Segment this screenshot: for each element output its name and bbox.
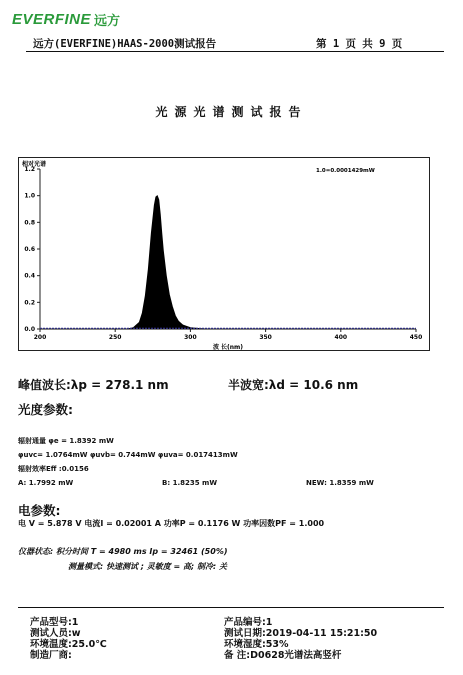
y-tick-label: 0.4 (24, 272, 35, 280)
footer-divider (18, 607, 444, 608)
y-tick-label: 0.8 (24, 219, 35, 227)
y-tick-label: 0.2 (24, 299, 35, 307)
report-title: 光源光谱测试报告 (155, 105, 308, 119)
spectrum-series (40, 196, 416, 329)
spectrum-chart (18, 157, 430, 351)
product-model: 产品型号:1 (30, 617, 79, 628)
photometric-heading: 光度参数: (18, 402, 73, 417)
ambient-humidity: 环境湿度:53% (224, 639, 289, 650)
remark: 备 注:D0628光谱法高竖杆 (224, 650, 342, 661)
x-tick-label: 200 (33, 334, 47, 341)
instrument-status: 仪器状态: 积分时间 T = 4980 ms Ip = 32461 (50%) (18, 547, 228, 556)
radiant-efficiency: 辐射效率Eff :0.0156 (18, 465, 89, 473)
y-axis-label: 相对光谱 (22, 161, 47, 168)
x-axis-label: 波 长(nm) (212, 344, 244, 351)
uv-components: φuvc= 1.0764mW φuvb= 0.744mW φuva= 0.017413mW (18, 451, 238, 459)
everfine-logo (12, 10, 120, 28)
x-tick-label: 450 (409, 334, 423, 341)
a-value: A: 1.7992 mW (18, 479, 74, 487)
logo-cn: 远方 (94, 13, 121, 29)
y-tick-label: 1.2 (24, 166, 35, 173)
x-tick-label: 300 (184, 334, 197, 341)
radiant-flux: 辐射通量 φe = 1.8392 mW (18, 437, 114, 445)
measurement-mode: 测量模式: 快速测试 ; 灵敏度 = 高; 制冷: 关 (68, 562, 227, 571)
manufacturer: 制造厂商: (30, 650, 72, 661)
chart-annotation: 1.0=0.0001429mW (316, 168, 375, 174)
tester: 测试人员:w (30, 628, 81, 639)
peak-wavelength: 峰值波长:λp = 278.1 nm (18, 378, 169, 392)
product-serial: 产品编号:1 (224, 617, 273, 628)
header-divider (26, 51, 444, 52)
x-tick-label: 350 (259, 334, 272, 341)
logo-text: EVERFINE (12, 10, 92, 28)
y-tick-label: 1.0 (24, 192, 35, 200)
new-value: NEW: 1.8359 mW (306, 479, 374, 487)
x-tick-label: 250 (108, 334, 122, 341)
x-tick-label: 400 (334, 334, 348, 341)
electrical-heading: 电参数: (18, 503, 61, 518)
electrical-params: 电 V = 5.878 V 电流I = 0.02001 A 功率P = 0.1176 W 功率因数PF = 1.000 (18, 519, 325, 528)
page-info: 第 1 页 共 9 页 (316, 38, 403, 50)
ambient-temperature: 环境温度:25.0℃ (30, 639, 107, 650)
y-tick-label: 0.6 (24, 246, 35, 253)
doc-title: 远方(EVERFINE)HAAS-2000测试报告 (33, 38, 217, 50)
half-width: 半波宽:λd = 10.6 nm (228, 378, 359, 392)
y-tick-label: 0.0 (24, 326, 35, 333)
chart-frame (19, 158, 430, 351)
b-value: B: 1.8235 mW (162, 479, 218, 487)
test-date: 测试日期:2019-04-11 15:21:50 (224, 628, 378, 639)
